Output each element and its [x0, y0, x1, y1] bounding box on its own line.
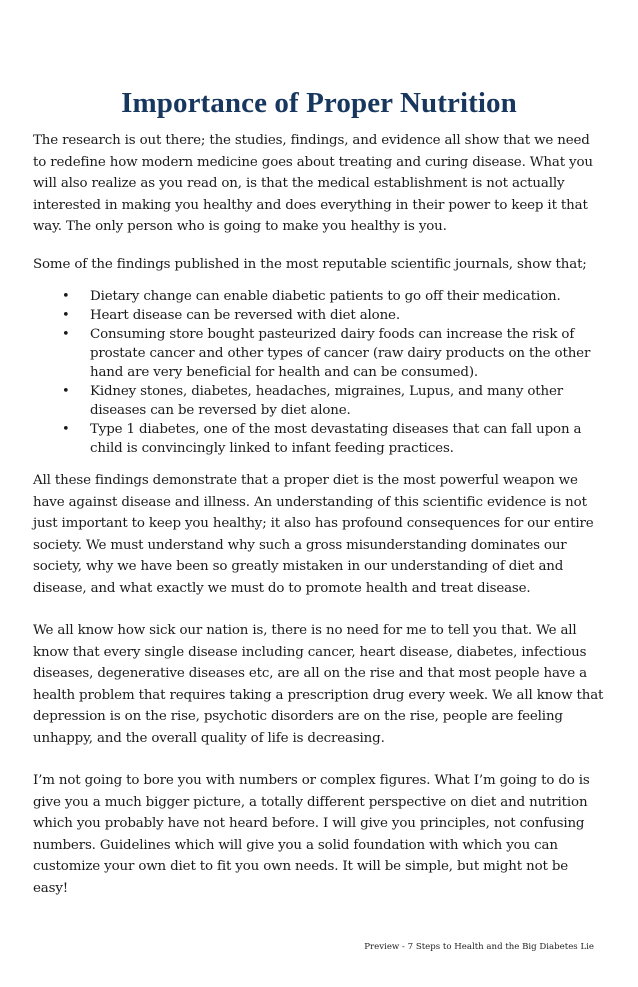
- list-item-text: Type 1 diabetes, one of the most devastating diseases that can fall upon a child is convincingly linked to infant feeding practices.: [90, 422, 582, 456]
- nation-paragraph: We all know how sick our nation is, there is no need for me to tell you that. We all know that every single disease including cancer, heart disease, diabetes, infectious diseases, degenerative diseases etc, are all on the rise and that most people have a health problem that requires taking a prescription drug every week. We all know that depression is on the rise, psychotic disorders are on the rise, people are feeling unhappy, and the overall quality of life is decreasing.: [33, 623, 604, 746]
- list-item-text: Kidney stones, diabetes, headaches, migraines, Lupus, and many other diseases can be reversed by diet alone.: [90, 384, 564, 418]
- list-item-text: Heart disease can be reversed with diet alone.: [90, 308, 400, 323]
- list-item: [33, 420, 605, 458]
- intro-paragraph: The research is out there; the studies, findings, and evidence all show that we need to redefine how modern medicine goes about treating and curing disease. What you will also realize as you read on, is that the medical establishment is not actually interested in making you healthy and does everything in their power to keep it that way. The only person who is going to make you healthy is you.: [33, 133, 593, 234]
- list-item: [33, 287, 605, 306]
- all-findings-paragraph: All these findings demonstrate that a proper diet is the most powerful weapon we have against disease and illness. An understanding of this scientific evidence is not just important to keep you healthy; it also has profound consequences for our entire society. We must understand why such a gross misunderstanding dominates our society, why we have been so greatly mistaken in our understanding of diet and disease, and what exactly we must do to promote health and treat disease.: [33, 473, 594, 596]
- list-item: [33, 306, 605, 325]
- list-item: [33, 382, 605, 420]
- list-item-text: Dietary change can enable diabetic patients to go off their medication.: [90, 289, 561, 304]
- bullet-icon: •: [62, 289, 70, 304]
- list-item: [33, 325, 605, 382]
- page-title: Importance of Proper Nutrition: [121, 87, 517, 119]
- findings-list: [33, 287, 605, 458]
- bullet-icon: •: [62, 384, 70, 399]
- principles-paragraph: I’m not going to bore you with numbers or complex figures. What I’m going to do is give you a much bigger picture, a totally different perspective on diet and nutrition which you probably have not heard before. I will give you principles, not confusing numbers. Guidelines which will give you a solid foundation with which you can customize your own diet to fit you own needs. It will be simple, but might not be easy!: [33, 773, 590, 896]
- findings-intro-paragraph: Some of the findings published in the most reputable scientific journals, show that;: [33, 256, 587, 272]
- bullet-icon: •: [62, 308, 70, 323]
- bullet-icon: •: [62, 422, 70, 437]
- list-item-text: Consuming store bought pasteurized dairy foods can increase the risk of prostate cancer and other types of cancer (raw dairy products on the other hand are very beneficial for health and can be consumed).: [90, 327, 591, 380]
- bullet-icon: •: [62, 327, 70, 342]
- page-footer: Preview - 7 Steps to Health and the Big Diabetes Lie: [364, 942, 594, 952]
- document-page: [33, 0, 605, 899]
